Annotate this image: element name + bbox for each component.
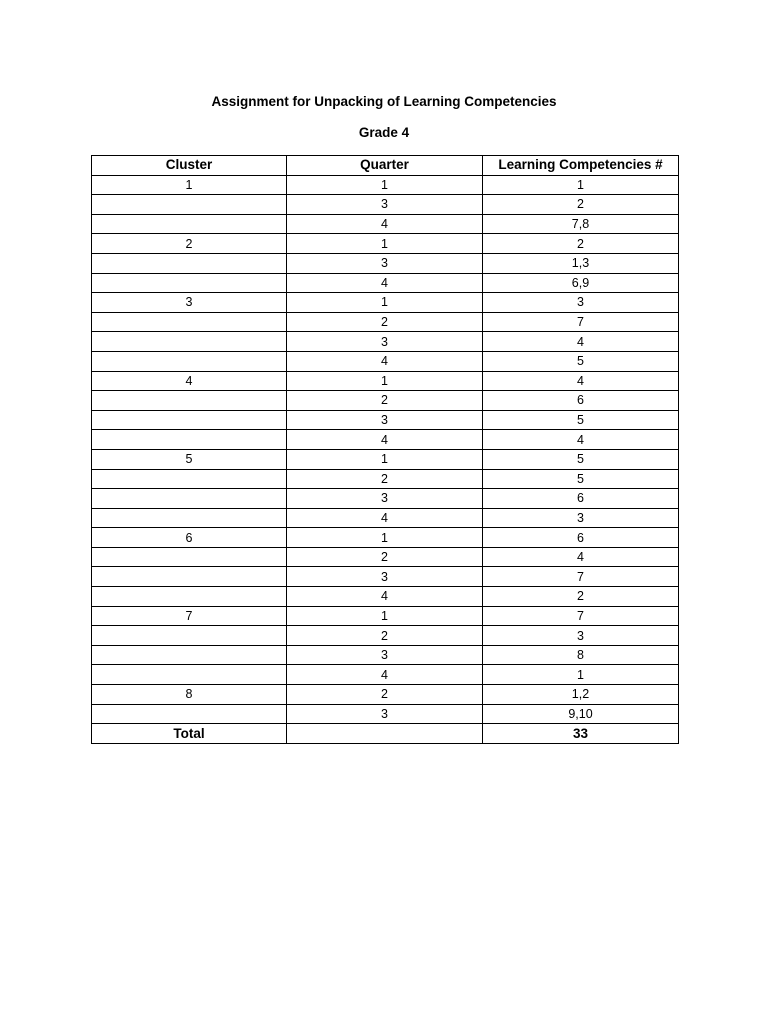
table-row — [92, 704, 679, 724]
cell-competencies: 6,9 — [483, 273, 679, 293]
cell-quarter: 3 — [287, 410, 483, 430]
table-row — [92, 371, 679, 391]
cell-competencies: 6 — [483, 489, 679, 509]
table-row — [92, 606, 679, 626]
cell-cluster — [92, 508, 287, 528]
table-row — [92, 430, 679, 450]
table-row — [92, 665, 679, 685]
table-row — [92, 489, 679, 509]
cell-competencies: 5 — [483, 410, 679, 430]
cell-cluster — [92, 253, 287, 273]
table-row — [92, 685, 679, 705]
cell-quarter: 4 — [287, 665, 483, 685]
cell-cluster — [92, 351, 287, 371]
cell-competencies: 9,10 — [483, 704, 679, 724]
cell-quarter: 2 — [287, 391, 483, 411]
cell-quarter: 4 — [287, 430, 483, 450]
cell-quarter: 1 — [287, 449, 483, 469]
cell-competencies: 3 — [483, 508, 679, 528]
cell-cluster — [92, 430, 287, 450]
cell-competencies: 7 — [483, 312, 679, 332]
cell-cluster — [92, 587, 287, 607]
total-row — [92, 724, 679, 744]
cell-competencies: 4 — [483, 332, 679, 352]
cell-competencies: 1,3 — [483, 253, 679, 273]
header-quarter: Quarter — [287, 156, 483, 176]
cell-cluster — [92, 665, 287, 685]
table-row — [92, 410, 679, 430]
cell-quarter: 4 — [287, 508, 483, 528]
cell-cluster — [92, 273, 287, 293]
cell-cluster — [92, 547, 287, 567]
table-row — [92, 253, 679, 273]
cell-quarter: 3 — [287, 704, 483, 724]
cell-cluster — [92, 489, 287, 509]
cell-competencies: 3 — [483, 293, 679, 313]
cell-competencies: 4 — [483, 430, 679, 450]
table-row — [92, 547, 679, 567]
table-row — [92, 214, 679, 234]
header-competencies: Learning Competencies # — [483, 156, 679, 176]
cell-cluster — [92, 626, 287, 646]
cell-competencies: 3 — [483, 626, 679, 646]
cell-cluster: 7 — [92, 606, 287, 626]
table-row — [92, 293, 679, 313]
cell-quarter: 3 — [287, 195, 483, 215]
cell-quarter: 1 — [287, 528, 483, 548]
table-row — [92, 273, 679, 293]
table-row — [92, 351, 679, 371]
cell-cluster — [92, 469, 287, 489]
cell-cluster: 6 — [92, 528, 287, 548]
cell-competencies: 4 — [483, 371, 679, 391]
cell-quarter: 3 — [287, 489, 483, 509]
cell-quarter: 4 — [287, 273, 483, 293]
cell-competencies: 1,2 — [483, 685, 679, 705]
cell-competencies: 2 — [483, 195, 679, 215]
competencies-table — [91, 155, 679, 744]
cell-competencies: 7,8 — [483, 214, 679, 234]
cell-competencies: 5 — [483, 351, 679, 371]
cell-cluster — [92, 312, 287, 332]
cell-quarter: 1 — [287, 175, 483, 195]
cell-quarter: 4 — [287, 214, 483, 234]
cell-quarter: 1 — [287, 234, 483, 254]
cell-cluster — [92, 214, 287, 234]
cell-quarter: 2 — [287, 626, 483, 646]
cell-quarter: 1 — [287, 606, 483, 626]
cell-quarter: 3 — [287, 567, 483, 587]
table-row — [92, 312, 679, 332]
cell-competencies: 5 — [483, 449, 679, 469]
cell-competencies: 2 — [483, 234, 679, 254]
cell-competencies: 1 — [483, 665, 679, 685]
cell-cluster — [92, 410, 287, 430]
table-body — [92, 175, 679, 743]
total-value: 33 — [483, 724, 679, 744]
cell-competencies: 1 — [483, 175, 679, 195]
header-row — [92, 156, 679, 176]
cell-quarter: 2 — [287, 547, 483, 567]
cell-quarter: 4 — [287, 587, 483, 607]
cell-quarter: 1 — [287, 293, 483, 313]
table-row — [92, 195, 679, 215]
cell-quarter: 4 — [287, 351, 483, 371]
cell-competencies: 7 — [483, 606, 679, 626]
cell-quarter: 2 — [287, 685, 483, 705]
cell-quarter: 3 — [287, 253, 483, 273]
table-row — [92, 391, 679, 411]
cell-cluster: 8 — [92, 685, 287, 705]
cell-cluster — [92, 195, 287, 215]
cell-competencies: 7 — [483, 567, 679, 587]
table-row — [92, 587, 679, 607]
total-label: Total — [92, 724, 287, 744]
document-title: Assignment for Unpacking of Learning Competencies — [211, 94, 557, 109]
table-row — [92, 645, 679, 665]
header-cluster: Cluster — [92, 156, 287, 176]
cell-quarter: 1 — [287, 371, 483, 391]
cell-quarter: 3 — [287, 645, 483, 665]
cell-competencies: 6 — [483, 391, 679, 411]
table-row — [92, 567, 679, 587]
cell-cluster: 4 — [92, 371, 287, 391]
table-row — [92, 449, 679, 469]
cell-cluster — [92, 704, 287, 724]
cell-cluster — [92, 567, 287, 587]
cell-competencies: 6 — [483, 528, 679, 548]
cell-cluster — [92, 645, 287, 665]
table-row — [92, 332, 679, 352]
cell-competencies: 5 — [483, 469, 679, 489]
cell-quarter: 3 — [287, 332, 483, 352]
cell-cluster: 1 — [92, 175, 287, 195]
table-row — [92, 234, 679, 254]
table-row — [92, 626, 679, 646]
cell-competencies: 2 — [483, 587, 679, 607]
table-row — [92, 528, 679, 548]
cell-quarter: 2 — [287, 469, 483, 489]
document-subtitle: Grade 4 — [358, 125, 410, 140]
table-row — [92, 469, 679, 489]
table-row — [92, 175, 679, 195]
cell-competencies: 4 — [483, 547, 679, 567]
cell-cluster — [92, 332, 287, 352]
cell-quarter: 2 — [287, 312, 483, 332]
table-row — [92, 508, 679, 528]
cell-cluster — [92, 391, 287, 411]
cell-competencies: 8 — [483, 645, 679, 665]
cell-cluster: 2 — [92, 234, 287, 254]
total-quarter — [287, 724, 483, 744]
cell-cluster: 5 — [92, 449, 287, 469]
cell-cluster: 3 — [92, 293, 287, 313]
